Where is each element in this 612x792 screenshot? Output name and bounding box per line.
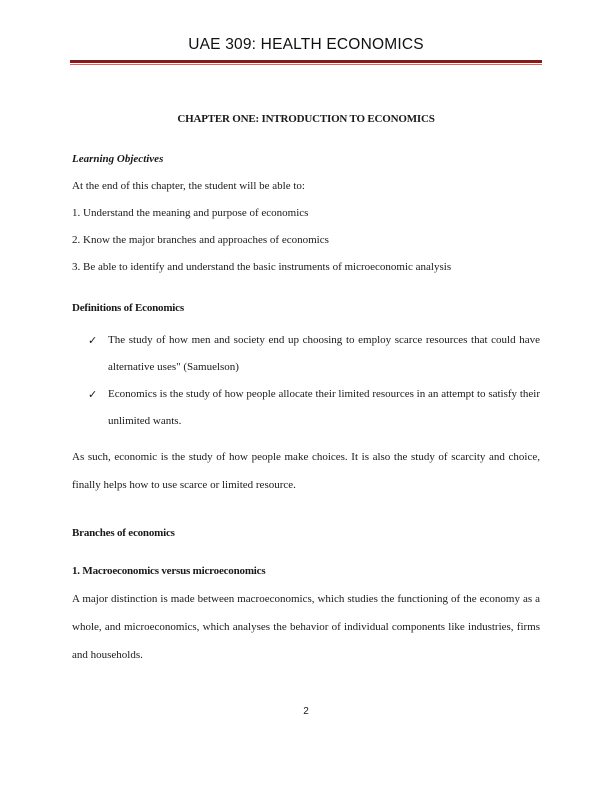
chapter-title: CHAPTER ONE: INTRODUCTION TO ECONOMICS <box>177 113 435 125</box>
macro-micro-paragraph: A major distinction is made between macroeconomics, which studies the functioning of the economy as a whole, and microeconomics, which analyses the behavior of individual components like industries, firms and households. <box>72 593 540 661</box>
branches-heading: Branches of economics <box>72 527 175 539</box>
checkmark-icon: ✓ <box>88 388 98 401</box>
objective-item-2: 2. Know the major branches and approaches of economics <box>72 234 329 246</box>
definitions-heading: Definitions of Economics <box>72 302 184 314</box>
checkmark-icon: ✓ <box>88 334 98 347</box>
objective-item-3: 3. Be able to identify and understand the basic instruments of microeconomic analysis <box>72 261 452 273</box>
definition-item-1 <box>72 327 540 381</box>
page-number: 2 <box>303 706 309 717</box>
definition-text-1: The study of how men and society end up choosing to employ scarce resources that could have alternative uses" (Samuelson) <box>108 334 540 373</box>
definitions-summary: As such, economic is the study of how people make choices. It is also the study of scarcity and choice, finally helps how to use scarce or limited resource. <box>72 451 540 491</box>
definition-text-2: Economics is the study of how people allocate their limited resources in an attempt to satisfy their unlimited wants. <box>108 388 540 427</box>
learning-objectives-heading: Learning Objectives <box>72 153 164 165</box>
definition-item-2 <box>72 381 540 435</box>
header-rule-thin <box>70 64 542 65</box>
objectives-intro: At the end of this chapter, the student will be able to: <box>72 180 305 192</box>
macro-micro-heading: 1. Macroeconomics versus microeconomics <box>72 565 266 577</box>
header-rule <box>70 60 542 63</box>
objective-item-1: 1. Understand the meaning and purpose of economics <box>72 207 309 219</box>
running-header-title: UAE 309: HEALTH ECONOMICS <box>188 36 424 53</box>
definitions-list <box>72 327 540 435</box>
page-content <box>72 108 540 669</box>
